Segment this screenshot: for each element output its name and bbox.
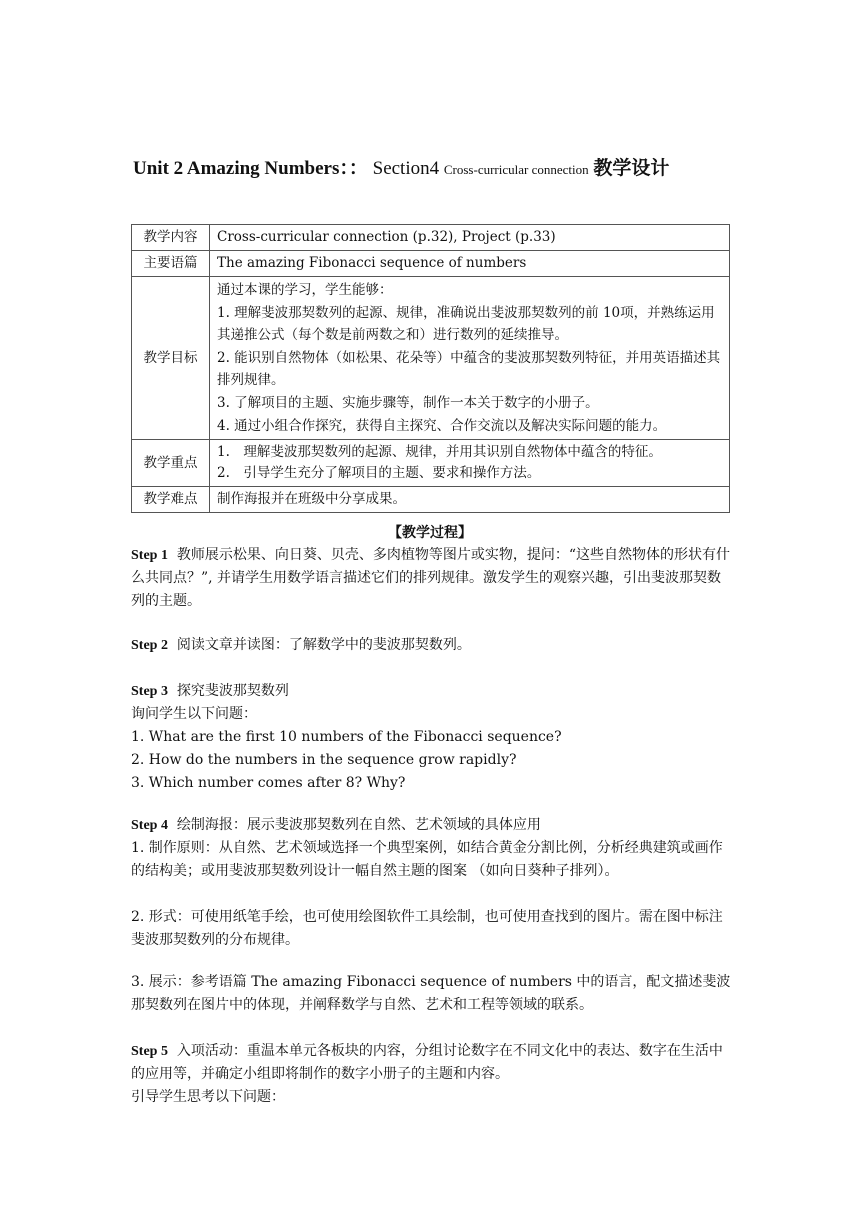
title-design: 教学设计 xyxy=(593,158,670,179)
goal-item: 2. 能识别自然物体（如松果、花朵等）中蕴含的斐波那契数列特征，并用英语描述其排列规律。 xyxy=(217,350,721,388)
step-3-text: 探究斐波那契数列 xyxy=(176,683,289,699)
key-point: 2. 引导学生充分了解项目的主题、要求和操作方法。 xyxy=(217,465,541,481)
step-5-label: Step 5 xyxy=(131,1044,168,1059)
step-4-para: 3. 展示：参考语篇 The amazing Fibonacci sequence of numbers 中的语言，配文描述斐波那契数列在图片中的体现，并阐释数学与自然、艺术和工程等领域的联系。 xyxy=(131,974,731,1013)
step-2-text: 阅读文章并读图：了解数学中的斐波那契数列。 xyxy=(176,637,471,653)
step-2 xyxy=(131,634,731,657)
title-cross: Cross-curricular connection xyxy=(443,162,589,177)
table-row xyxy=(132,487,730,513)
step-1-label: Step 1 xyxy=(131,548,168,563)
step-4-label: Step 4 xyxy=(131,818,168,833)
table-row xyxy=(132,251,730,277)
goals-cell xyxy=(210,277,730,440)
text-label: 主要语篇 xyxy=(132,251,210,277)
step-1-text: 教师展示松果、向日葵、贝壳、多肉植物等图片或实物，提问：“这些自然物体的形状有什么共同点？”, 并请学生用数学语言描述它们的排列规律。激发学生的观察兴趣，引出斐波那契数列的主题。 xyxy=(131,547,731,609)
step-5 xyxy=(131,1040,731,1109)
goal-item: 3. 了解项目的主题、实施步骤等，制作一本关于数字的小册子。 xyxy=(217,395,599,411)
key-point: 1. 理解斐波那契数列的起源、规律，并用其识别自然物体中蕴含的特征。 xyxy=(217,444,662,460)
goals-intro: 通过本课的学习，学生能够： xyxy=(217,282,393,298)
step-3-line: 3. Which number comes after 8? Why? xyxy=(131,775,406,791)
step-4-para: 1. 制作原则：从自然、艺术领域选择一个典型案例，如结合黄金分割比例，分析经典建筑或画作的结构美；或用斐波那契数列设计一幅自然主题的图案 （如向日葵种子排列）。 xyxy=(131,840,723,879)
document-title xyxy=(133,155,773,184)
process-title: 【教学过程】 xyxy=(388,525,472,541)
content-value: Cross-curricular connection (p.32), Project (p.33) xyxy=(210,225,730,251)
step-1 xyxy=(131,544,731,613)
step-4-para-3 xyxy=(131,971,731,1017)
text-value: The amazing Fibonacci sequence of numbers xyxy=(210,251,730,277)
lesson-info-table xyxy=(131,224,730,513)
goals-label: 教学目标 xyxy=(132,277,210,440)
table-row xyxy=(132,277,730,440)
content-label: 教学内容 xyxy=(132,225,210,251)
step-4-para: 2. 形式：可使用纸笔手绘，也可使用绘图软件工具绘制，也可使用查找到的图片。需在图中标注斐波那契数列的分布规律。 xyxy=(131,909,723,948)
step-5-text: 入项活动：重温本单元各板块的内容，分组讨论数字在不同文化中的表达、数字在生活中的应用等，并确定小组即将制作的数字小册子的主题和内容。 xyxy=(131,1043,723,1082)
title-section: Section4 xyxy=(372,158,440,179)
step-3 xyxy=(131,680,731,795)
difficult-label: 教学难点 xyxy=(132,487,210,513)
title-unit: Unit 2 Amazing Numbers：： xyxy=(133,158,368,179)
step-3-label: Step 3 xyxy=(131,684,168,699)
difficult-value: 制作海报并在班级中分享成果。 xyxy=(210,487,730,513)
step-3-line: 询问学生以下问题： xyxy=(131,706,257,722)
step-3-line: 1. What are the first 10 numbers of the Fibonacci sequence? xyxy=(131,729,562,745)
step-3-line: 2. How do the numbers in the sequence grow rapidly? xyxy=(131,752,517,768)
step-4-text: 绘制海报：展示斐波那契数列在自然、艺术领域的具体应用 xyxy=(176,817,541,833)
goal-item: 1. 理解斐波那契数列的起源、规律，准确说出斐波那契数列的前 10项，并熟练运用其递推公式（每个数是前两数之和）进行数列的延续推导。 xyxy=(217,305,715,343)
step-2-label: Step 2 xyxy=(131,638,168,653)
goal-item: 4. 通过小组合作探究，获得自主探究、合作交流以及解决实际问题的能力。 xyxy=(217,418,667,434)
key-label: 教学重点 xyxy=(132,440,210,487)
step-5-line: 引导学生思考以下问题： xyxy=(131,1089,285,1105)
table-row xyxy=(132,440,730,487)
step-4 xyxy=(131,814,731,883)
step-4-para-2 xyxy=(131,906,731,952)
table-row xyxy=(132,225,730,251)
key-cell xyxy=(210,440,730,487)
